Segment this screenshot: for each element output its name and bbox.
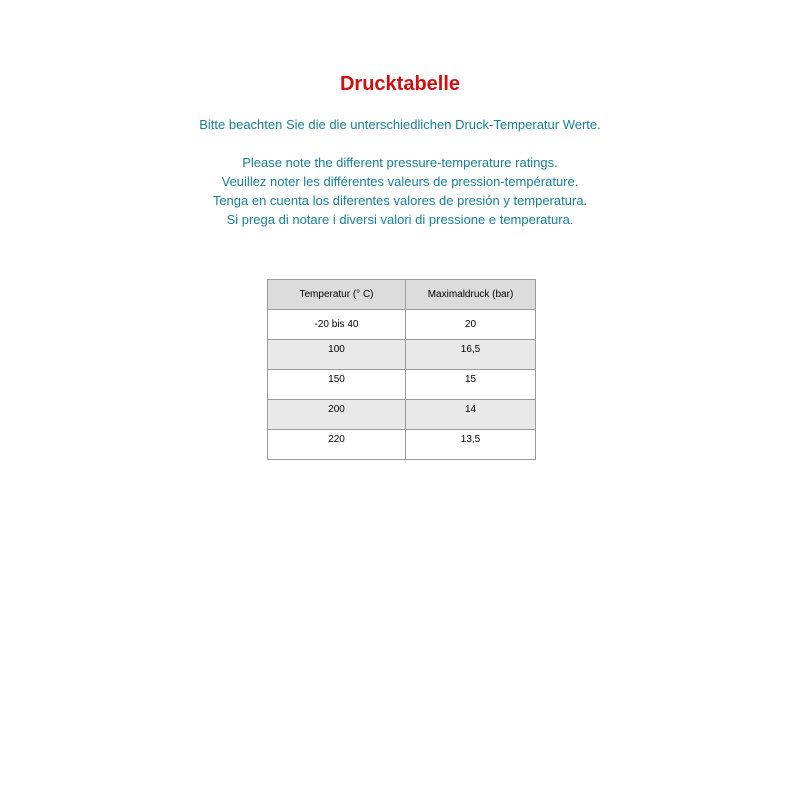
header-temperature: Temperatur (° C): [268, 280, 406, 310]
note-italian: Si prega di notare i diversi valori di pressione e temperatura.: [226, 212, 574, 227]
note-french: Veuillez noter les différentes valeurs de pression-température.: [221, 174, 579, 189]
table-header-row: [268, 280, 536, 310]
table-row: [268, 340, 536, 370]
table-row: [268, 430, 536, 460]
header-max-pressure: Maximaldruck (bar): [406, 280, 536, 310]
note-spacer: [0, 134, 800, 153]
table-row: [268, 370, 536, 400]
note-german: Bitte beachten Sie die die unterschiedlichen Druck-Temperatur Werte.: [199, 117, 601, 132]
pressure-table-container: [267, 279, 536, 460]
cell-pressure: 16,5: [406, 340, 536, 370]
cell-temperature: 150: [268, 370, 406, 400]
table-row: [268, 400, 536, 430]
cell-temperature: 200: [268, 400, 406, 430]
pressure-temperature-notes: [0, 115, 800, 229]
pressure-table: [267, 279, 536, 460]
cell-temperature: -20 bis 40: [268, 310, 406, 340]
cell-pressure: 15: [406, 370, 536, 400]
cell-pressure: 13,5: [406, 430, 536, 460]
note-spanish: Tenga en cuenta los diferentes valores de presión y temperatura.: [212, 193, 588, 208]
cell-temperature: 100: [268, 340, 406, 370]
cell-temperature: 220: [268, 430, 406, 460]
cell-pressure: 14: [406, 400, 536, 430]
page-title: Drucktabelle: [339, 73, 461, 95]
table-row: [268, 310, 536, 340]
note-english: Please note the different pressure-temperature ratings.: [242, 155, 558, 170]
cell-pressure: 20: [406, 310, 536, 340]
